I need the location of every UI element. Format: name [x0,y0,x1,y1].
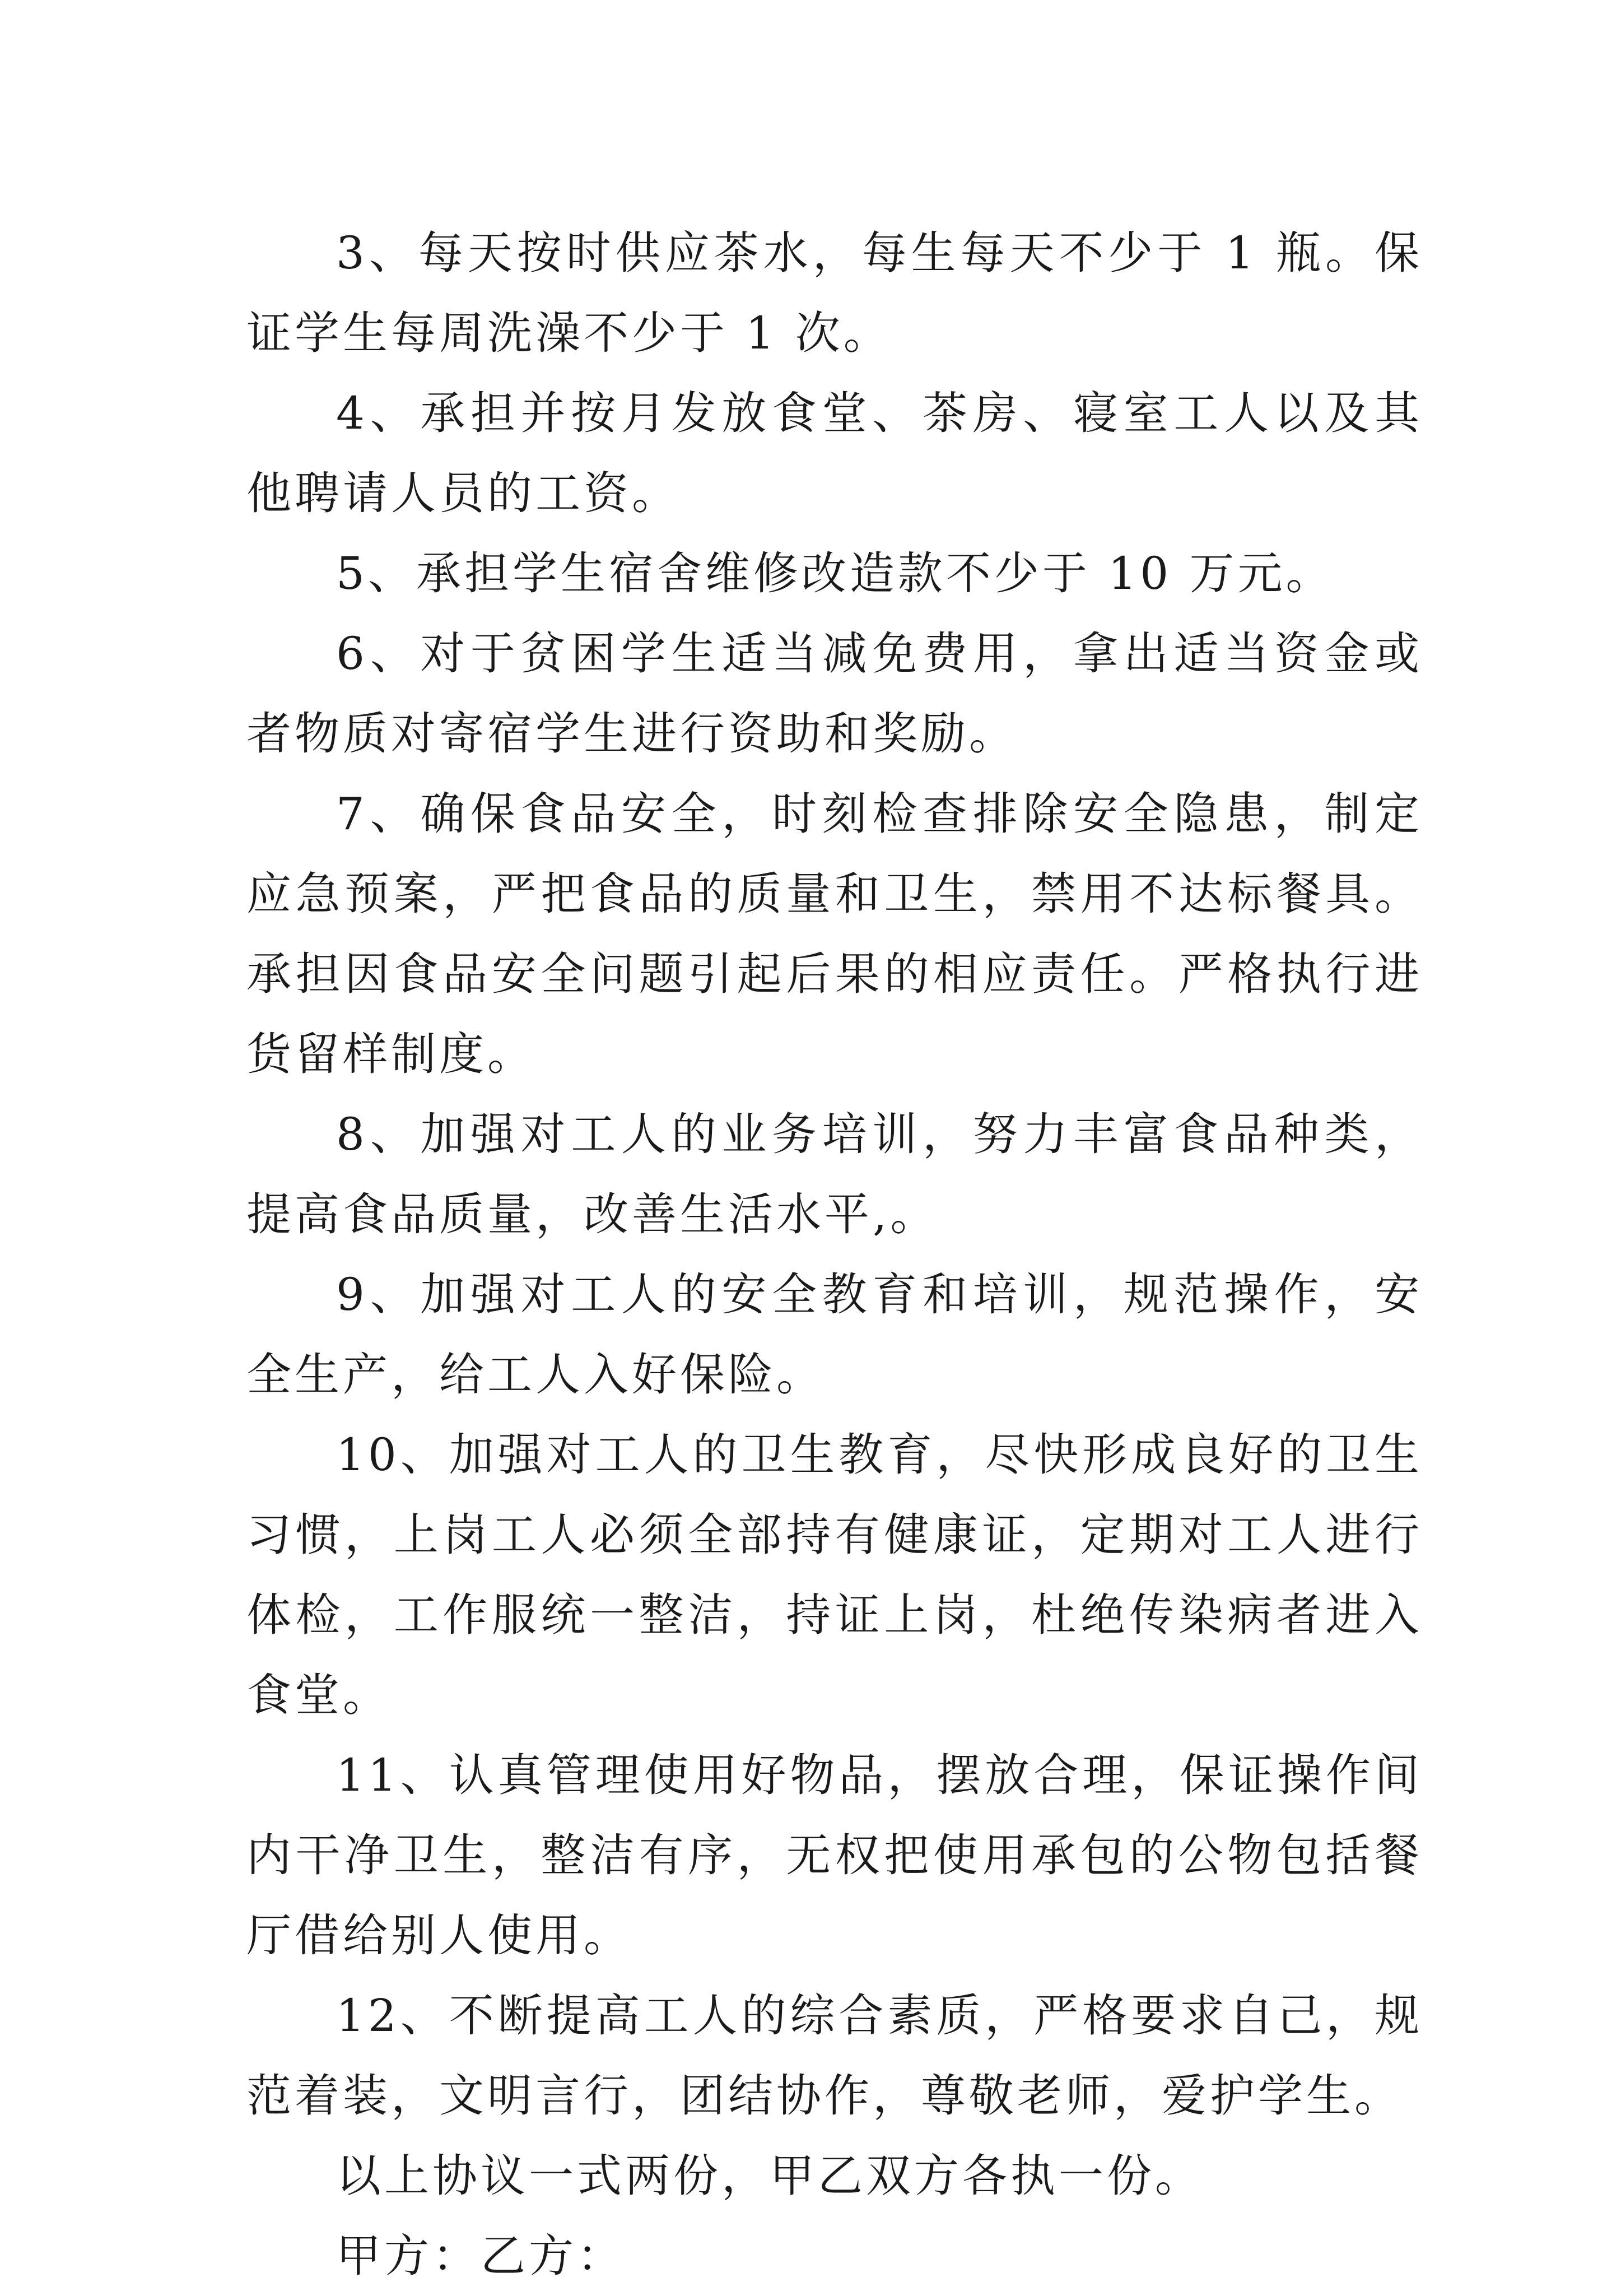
clause-10: 10、加强对工人的卫生教育，尽快形成良好的卫生习惯，上岗工人必须全部持有健康证，定期对工人进行体检，工作服统一整洁，持证上岗，杜绝传染病者进入食堂。 [246,1429,1423,1721]
clause-9: 9、加强对工人的安全教育和培训，规范操作，安全生产，给工人入好保险。 [246,1268,1423,1401]
copies-statement: 以上协议一式两份，甲乙双方各执一份。 [336,2150,1203,2202]
document-body [246,213,1423,2296]
clause-7: 7、确保食品安全，时刻检查排除安全隐患，制定应急预案，严把食品的质量和卫生，禁用不达标餐具。承担因食品安全问题引起后果的相应责任。严格执行进货留样制度。 [246,788,1423,1080]
clause-3: 3、每天按时供应茶水，每生每天不少于 1 瓶。保证学生每周洗澡不少于 1 次。 [246,227,1423,359]
clause-11: 11、认真管理使用好物品，摆放合理，保证操作间内干净卫生，整洁有序，无权把使用承包的公物包括餐厅借给别人使用。 [246,1749,1423,1962]
clause-6: 6、对于贫困学生适当减免费用，拿出适当资金或者物质对寄宿学生进行资助和奖励。 [246,628,1423,760]
clause-5: 5、承担学生宿舍维修改造款不少于 10 万元。 [336,547,1334,599]
clause-4: 4、承担并按月发放食堂、茶房、寝室工人以及其他聘请人员的工资。 [246,387,1423,519]
signature-line: 甲方：乙方： [336,2230,625,2282]
clause-12: 12、不断提高工人的综合素质，严格要求自己，规范着装，文明言行，团结协作，尊敬老师，爱护学生。 [246,1990,1423,2122]
clause-8: 8、加强对工人的业务培训，努力丰富食品种类，提高食品质量，改善生活水平,。 [246,1108,1423,1240]
